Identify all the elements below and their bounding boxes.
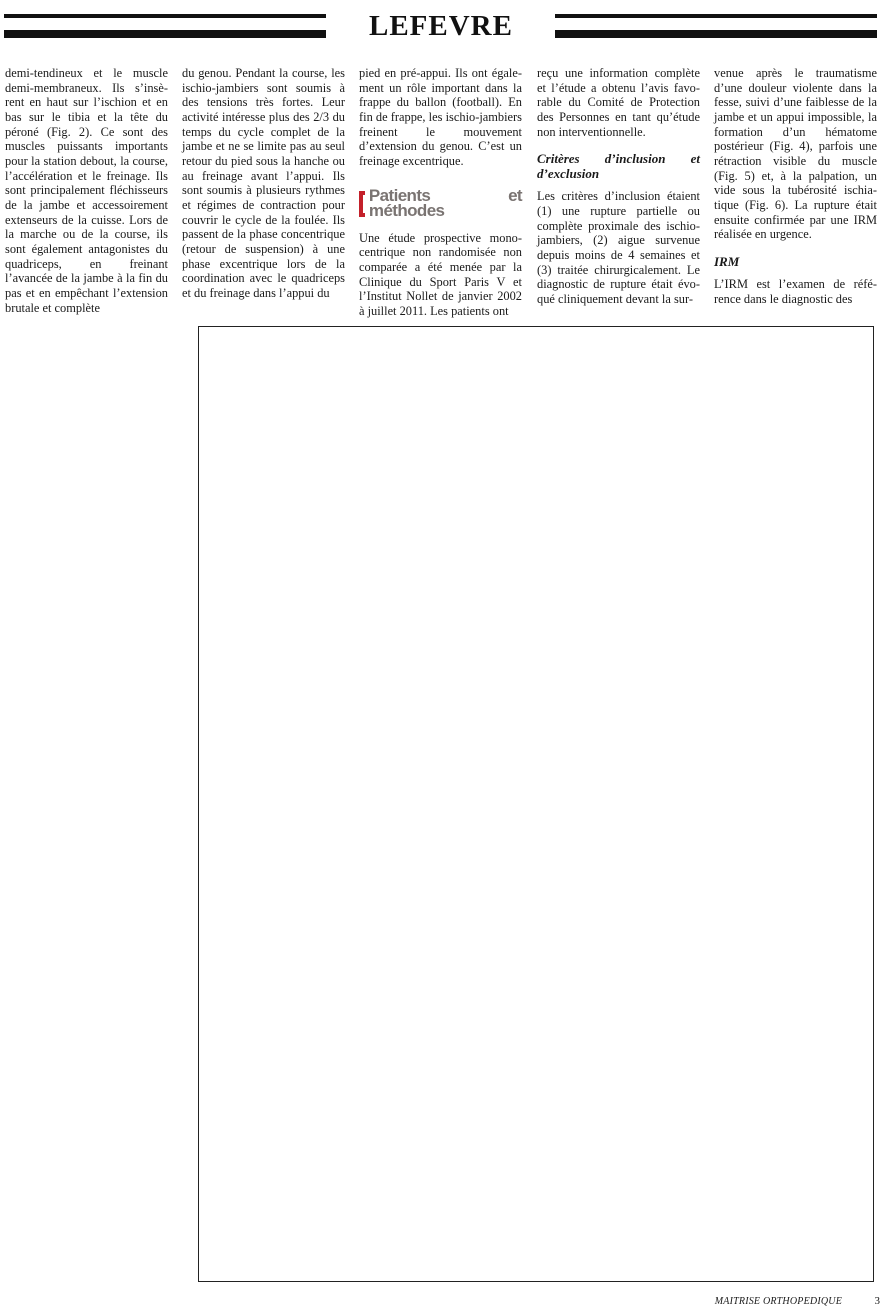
page-number: 3 (874, 1295, 880, 1307)
subsection-heading: Critères d’inclusion et d’exclusion (537, 151, 700, 182)
text-column-5 (714, 66, 877, 310)
subsection-heading: IRM (714, 253, 740, 269)
footer-journal-name: MAITRISE ORTHOPEDIQUE (714, 1296, 842, 1307)
paragraph: demi-tendineux et le muscle demi-membraneux. Ils s’insèrent en haut sur l’ischion et en bas sur le tibia et la tête du péroné (Fig. 2). Ce sont des muscles puissants importants pour la station debout, la course, l’accélération et le freinage. Ils sont principalement fléchisseurs de la jambe et accessoirement extenseurs de la cuisse. Lors de la marche ou de la course, ils sont également antagonistes du quadriceps, en freinant l’avancée de la jambe à la fin du pas et en empêchant l’extension brutale et complète (5, 66, 168, 315)
paragraph: Une étude prospective monocentrique non randomisée non comparée a été menée par la Clinique du Sport Paris V et l’Institut Nollet de janvier 2002 à juillet 2011. Les patients ont (359, 230, 522, 318)
figure-placeholder-frame (198, 326, 874, 1282)
section-heading (359, 185, 522, 220)
paragraph: Les critères d’inclusion étaient (1) une rupture partielle ou complète proximale des ischiojambiers, (2) aigue survenue depuis moins de 4 semaines et (3) traitée chirurgicalement. Le diagnostic de rupture était évoqué cliniquement devant la sur- (537, 189, 700, 306)
section-heading-text: Patients et méthodes (368, 185, 522, 220)
text-column-2 (182, 66, 345, 310)
section-bracket-icon (359, 191, 365, 217)
paragraph: du genou. Pendant la course, les ischio-jambiers sont soumis à des tensions très fortes. Leur activité intéresse plus des 2/3 du temps du cycle complet de la jambe et ne se limite pas au seul retour du pied sous la hanche ou au freinage avant l’appui. Ils sont soumis à plusieurs rythmes et régimes de contraction pour couvrir le cycle de la foulée. Ils passent de la phase concentrique (retour de suspension) à une phase excentrique lors de la coordination avec le quadriceps et du freinage dans l’appui du (182, 66, 345, 300)
text-column-1 (5, 66, 168, 315)
running-head-author: LEFEVRE (369, 10, 513, 42)
text-column-4 (537, 66, 700, 310)
paragraph: venue après le traumatisme d’une douleur violente dans la fesse, suivi d’une faiblesse de la jambe et un appui impossible, la formation d’un hématome postérieur (Fig. 4), parfois une rétraction visible du muscle (Fig. 5) et, à la palpation, un vide sous la tubérosité ischiatique (Fig. 6). La rupture était ensuite confirmée par une IRM réalisée en urgence. (714, 66, 877, 242)
header-rule-left (4, 14, 326, 38)
text-column-3 (359, 66, 522, 318)
paragraph: reçu une information complète et l’étude a obtenu l’avis favorable du Comité de Protection des Personnes en tant qu’étude non interventionnelle. (537, 66, 700, 139)
paragraph: L’IRM est l’examen de référence dans le diagnostic des (714, 276, 877, 306)
header-rule-right (555, 14, 877, 38)
paragraph: pied en pré-appui. Ils ont également un rôle important dans la frappe du ballon (football). En fin de frappe, les ischio-jambiers freinent le mouvement d’extension du genou. C’est un freinage excentrique. (359, 66, 522, 168)
